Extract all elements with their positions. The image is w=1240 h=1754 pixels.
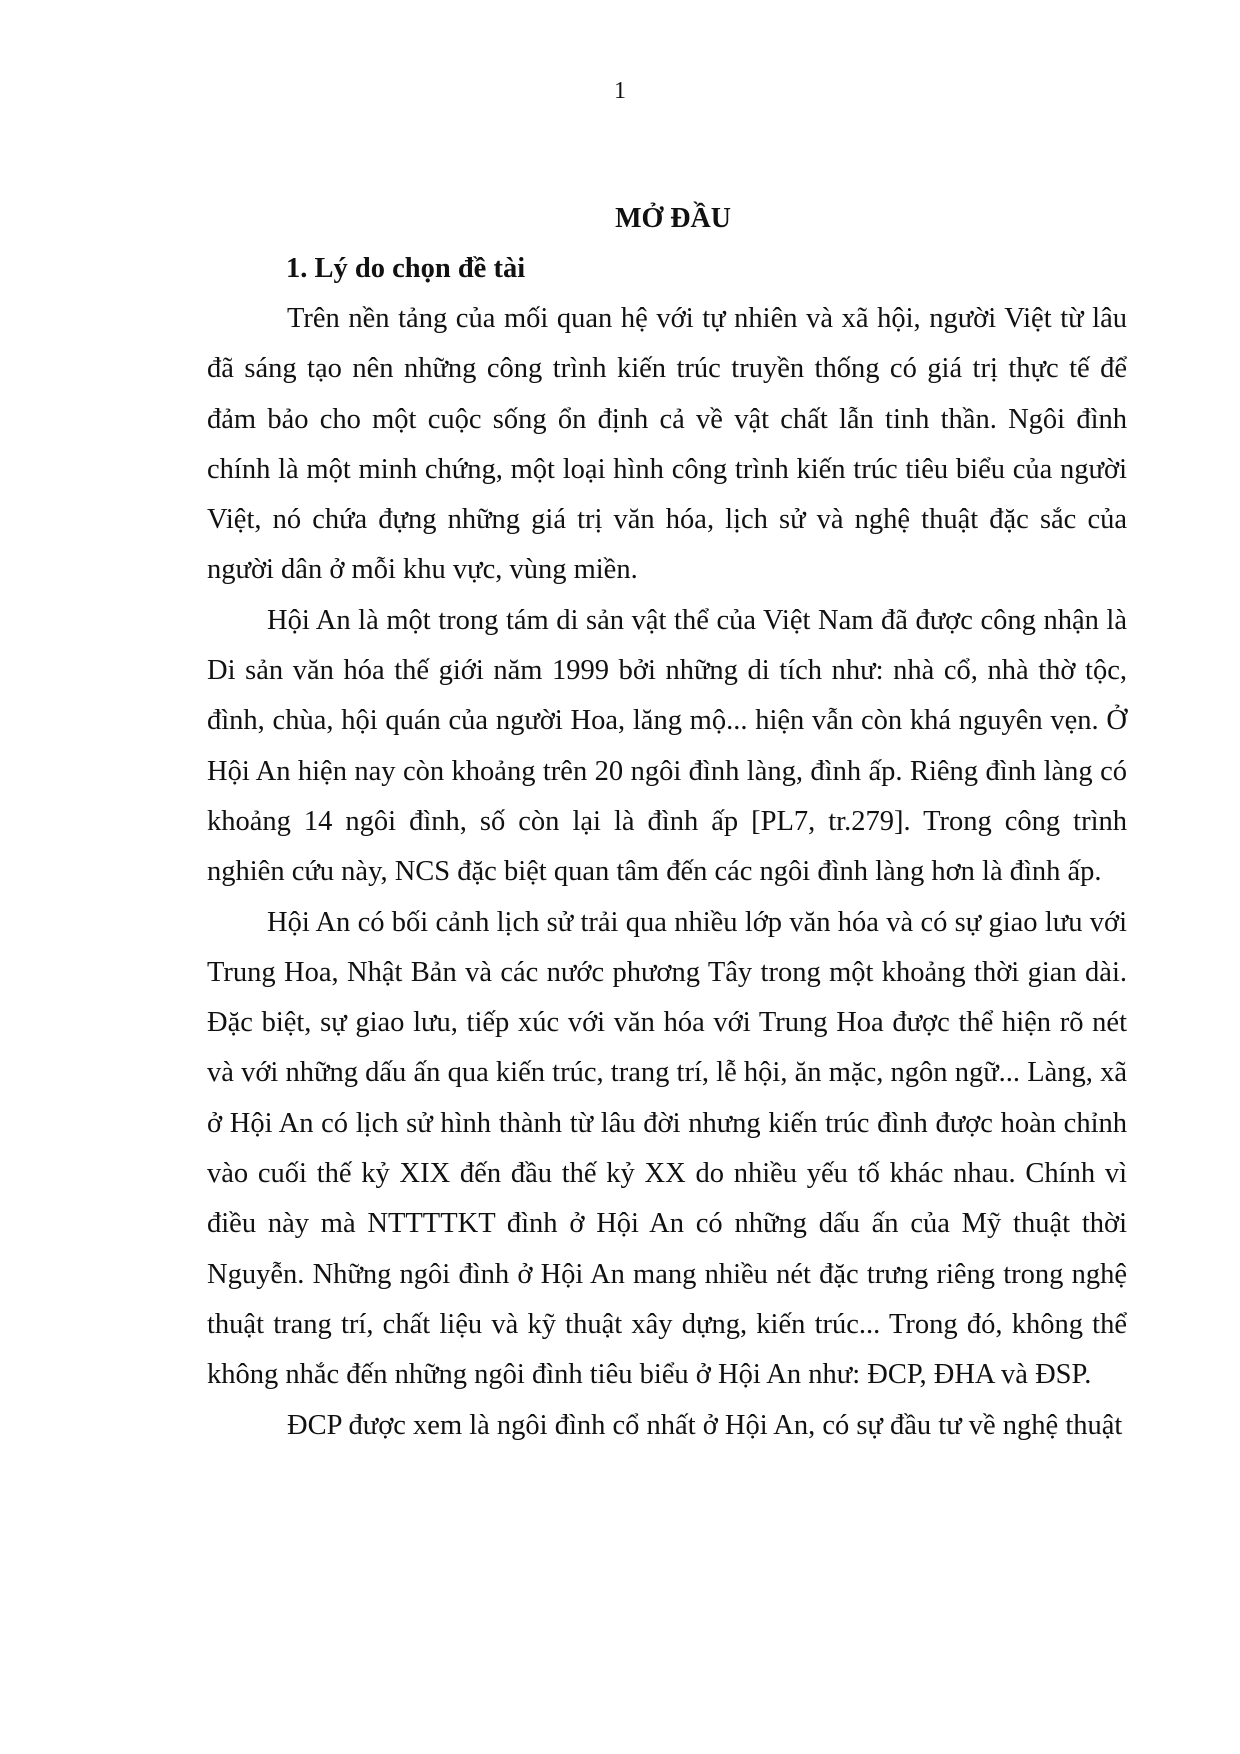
paragraph: Hội An có bối cảnh lịch sử trải qua nhiều lớp văn hóa và có sự giao lưu với Trung Hoa, Nhật Bản và các nước phương Tây trong một khoảng thời gian dài. Đặc biệt, sự giao lưu, tiếp xúc với văn hóa với Trung Hoa được thể hiện rõ nét và với những dấu ấn qua kiến trúc, trang trí, lễ hội, ăn mặc, ngôn ngữ... Làng, xã ở Hội An có lịch sử hình thành từ lâu đời nhưng kiến trúc đình được hoàn chỉnh vào cuối thế kỷ XIX đến đầu thế kỷ XX do nhiều yếu tố khác nhau. Chính vì điều này mà NTTTTKT đình ở Hội An có những dấu ấn của Mỹ thuật thời Nguyễn. Những ngôi đình ở Hội An mang nhiều nét đặc trưng riêng trong nghệ thuật trang trí, chất liệu và kỹ thuật xây dựng, kiến trúc... Trong đó, không thể không nhắc đến những ngôi đình tiêu biểu ở Hội An như: ĐCP, ĐHA và ĐSP.	[207, 906, 1127, 1391]
main-title: MỞ ĐẦU	[615, 203, 731, 234]
page-number: 1	[614, 78, 626, 104]
document-body	[207, 194, 1127, 1451]
paragraph: Hội An là một trong tám di sản vật thể của Việt Nam đã được công nhận là Di sản văn hóa thế giới năm 1999 bởi những di tích như: nhà cổ, nhà thờ tộc, đình, chùa, hội quán của người Hoa, lăng mộ... hiện vẫn còn khá nguyên vẹn. Ở Hội An hiện nay còn khoảng trên 20 ngôi đình làng, đình ấp. Riêng đình làng có khoảng 14 ngôi đình, số còn lại là đình ấp [PL7, tr.279]. Trong công trình nghiên cứu này, NCS đặc biệt quan tâm đến các ngôi đình làng hơn là đình ấp.	[207, 604, 1127, 888]
paragraph: ĐCP được xem là ngôi đình cổ nhất ở Hội An, có sự đầu tư về nghệ thuật	[287, 1409, 1123, 1441]
paragraph: Trên nền tảng của mối quan hệ với tự nhiên và xã hội, người Việt từ lâu đã sáng tạo nên những công trình kiến trúc truyền thống có giá trị thực tế để đảm bảo cho một cuộc sống ổn định cả về vật chất lẫn tinh thần. Ngôi đình chính là một minh chứng, một loại hình công trình kiến trúc tiêu biểu của người Việt, nó chứa đựng những giá trị văn hóa, lịch sử và nghệ thuật đặc sắc của người dân ở mỗi khu vực, vùng miền.	[207, 303, 1127, 586]
section-heading: 1. Lý do chọn đề tài	[286, 253, 526, 284]
